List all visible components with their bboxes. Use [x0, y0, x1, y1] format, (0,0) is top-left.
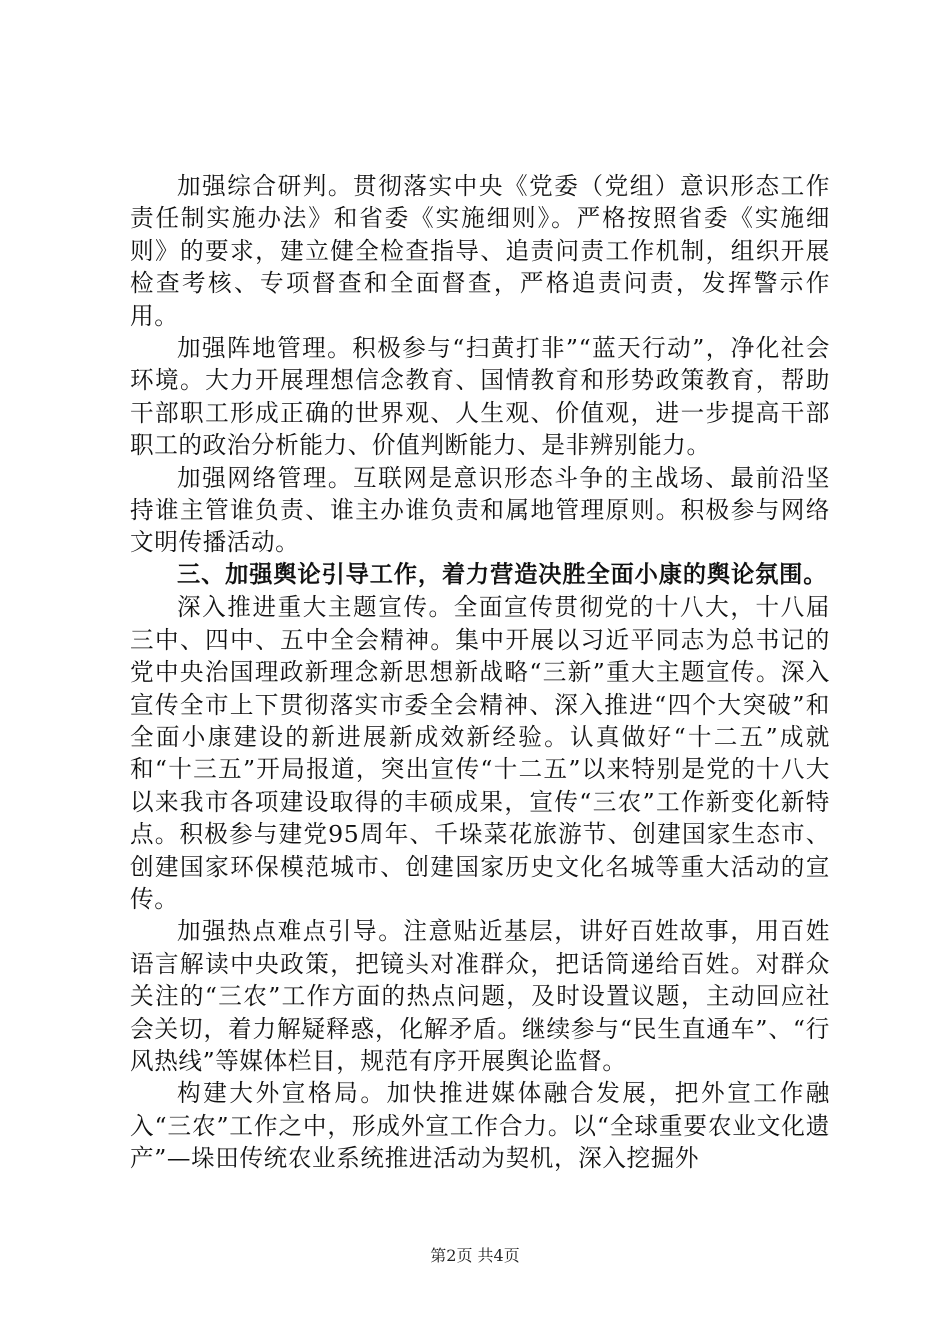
- paragraph-major-theme-publicity: 深入推进重大主题宣传。全面宣传贯彻党的十八大，十八届三中、四中、五中全会精神。集中开展以习近平同志为总书记的党中央治国理政新理念新思想新战略“三新”重大主题宣传。深入宣传全市上下贯彻落实市委全会精神、深入推进“四个大突破”和全面小康建设的新进展新成效新经验。认真做好“十二五”成就和“十三五”开局报道，突出宣传“十二五”以来特别是党的十八大以来我市各项建设取得的丰硕成果，宣传“三农”工作新变化新特点。积极参与建党95周年、千垛菜花旅游节、创建国家生态市、创建国家环保模范城市、创建国家历史文化名城等重大活动的宣传。: [130, 593, 830, 913]
- paragraph-hotspot-guidance: 加强热点难点引导。注意贴近基层，讲好百姓故事，用百姓语言解读中央政策，把镜头对准群众，把话筒递给百姓。对群众关注的“三农”工作方面的热点问题，及时设置议题，主动回应社会关切，着力解疑释惑，化解矛盾。继续参与“民生直通车”、“行风热线”等媒体栏目，规范有序开展舆论监督。: [130, 917, 830, 1075]
- paragraph-external-publicity: 构建大外宣格局。加快推进媒体融合发展，把外宣工作融入“三农”工作之中，形成外宣工作合力。以“全球重要农业文化遗产”—垛田传统农业系统推进活动为契机，深入挖掘外: [130, 1079, 830, 1173]
- document-body: [130, 170, 830, 1175]
- paragraph-comprehensive-analysis: 加强综合研判。贯彻落实中央《党委（党组）意识形态工作责任制实施办法》和省委《实施细则》。严格按照省委《实施细则》的要求，建立健全检查指导、追责问责工作机制，组织开展检查考核、专项督查和全面督查，严格追责问责，发挥警示作用。: [130, 172, 830, 330]
- paragraph-position-management: 加强阵地管理。积极参与“扫黄打非”“蓝天行动”，净化社会环境。大力开展理想信念教育、国情教育和形势政策教育，帮助干部职工形成正确的世界观、人生观、价值观，进一步提高干部职工的政治分析能力、价值判断能力、是非辨别能力。: [130, 334, 830, 460]
- page-number-footer: 第2页 共4页: [430, 1246, 520, 1265]
- paragraph-network-management: 加强网络管理。互联网是意识形态斗争的主战场、最前沿坚持谁主管谁负责、谁主办谁负责和属地管理原则。积极参与网络文明传播活动。: [130, 463, 830, 557]
- section-heading-public-opinion: 三、加强舆论引导工作，着力营造决胜全面小康的舆论氛围。: [177, 560, 828, 588]
